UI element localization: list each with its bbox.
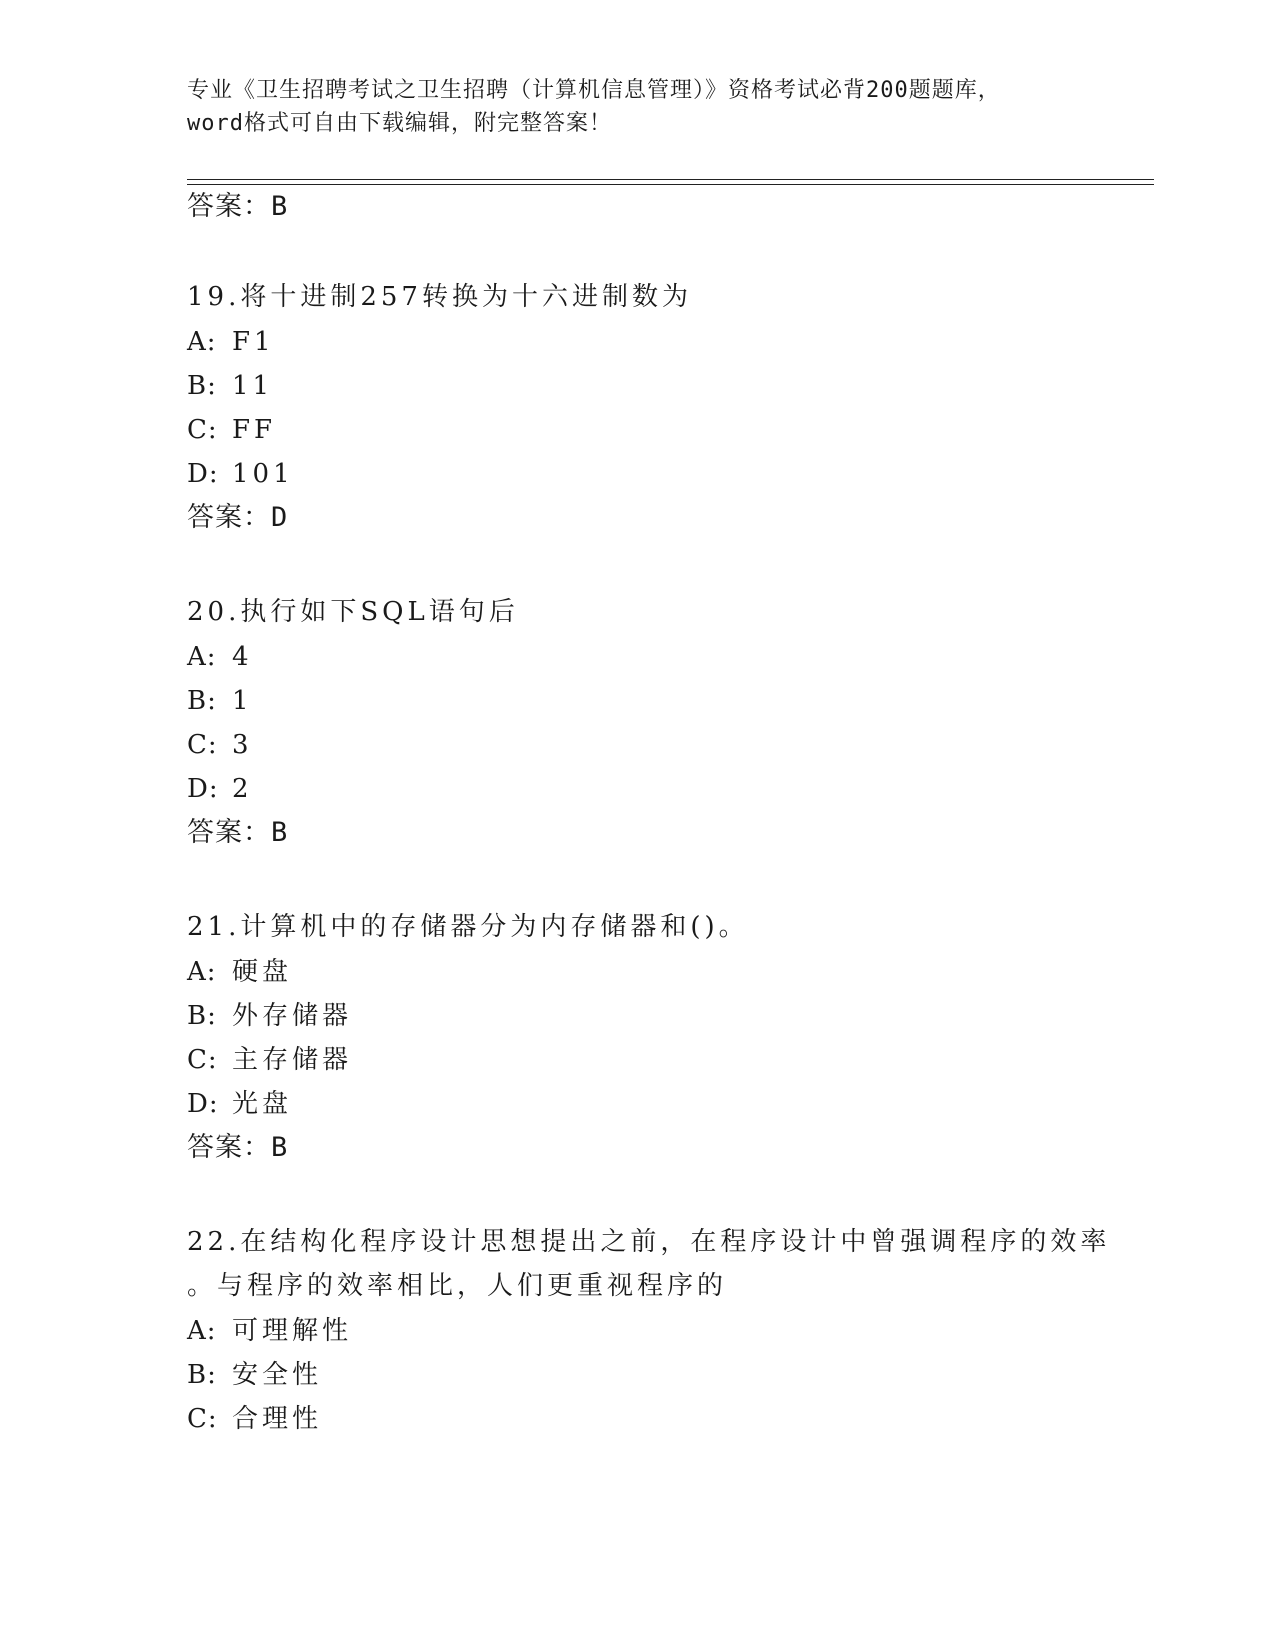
header-line-1: 专业《卫生招聘考试之卫生招聘（计算机信息管理）》资格考试必背200题题库， bbox=[187, 78, 1001, 103]
question-21-option-b bbox=[187, 999, 352, 1033]
question-19-option-c bbox=[187, 413, 276, 447]
option-text: 外存储器 bbox=[232, 1001, 353, 1031]
option-text: 4 bbox=[232, 642, 253, 672]
question-19-answer: 答案：D bbox=[187, 502, 289, 533]
question-20-option-a bbox=[187, 640, 253, 674]
option-letter: A: bbox=[187, 327, 217, 357]
question-22-text-line-2: 。与程序的效率相比，人们更重视程序的 bbox=[187, 1271, 728, 1301]
option-letter: B: bbox=[187, 1360, 217, 1390]
question-20-text: 20.执行如下SQL语句后 bbox=[187, 597, 519, 627]
question-19-option-a bbox=[187, 325, 275, 359]
option-text: 硬盘 bbox=[232, 957, 293, 987]
option-letter: A: bbox=[187, 642, 217, 672]
option-text: 11 bbox=[232, 371, 274, 401]
option-letter: C: bbox=[187, 1404, 218, 1434]
question-20-answer: 答案：B bbox=[187, 817, 289, 848]
option-text: 2 bbox=[232, 774, 253, 804]
question-20-option-b bbox=[187, 684, 253, 718]
option-text: FF bbox=[232, 415, 277, 445]
document-header bbox=[187, 74, 1087, 140]
question-21-option-d bbox=[187, 1087, 292, 1121]
option-letter: D: bbox=[187, 1089, 219, 1119]
option-text: 可理解性 bbox=[232, 1316, 353, 1346]
question-19-option-d bbox=[187, 457, 294, 491]
option-letter: D: bbox=[187, 459, 219, 489]
question-20-option-d bbox=[187, 772, 253, 806]
question-19-text: 19.将十进制257转换为十六进制数为 bbox=[187, 282, 692, 312]
question-21-text: 21.计算机中的存储器分为内存储器和()。 bbox=[187, 912, 749, 942]
option-letter: C: bbox=[187, 1045, 218, 1075]
option-text: 3 bbox=[232, 730, 253, 760]
option-text: F1 bbox=[232, 327, 275, 357]
option-letter: B: bbox=[187, 1001, 217, 1031]
question-22-option-a bbox=[187, 1314, 352, 1348]
header-line-2: word格式可自由下载编辑，附完整答案！ bbox=[187, 111, 612, 136]
option-letter: A: bbox=[187, 1316, 217, 1346]
question-21-option-a bbox=[187, 955, 292, 989]
question-20-option-c bbox=[187, 728, 253, 762]
question-21-option-c bbox=[187, 1043, 352, 1077]
option-letter: C: bbox=[187, 730, 218, 760]
option-letter: B: bbox=[187, 686, 217, 716]
header-divider-bottom bbox=[187, 184, 1154, 185]
question-22-option-b bbox=[187, 1358, 322, 1392]
option-text: 主存储器 bbox=[232, 1045, 353, 1075]
option-letter: A: bbox=[187, 957, 217, 987]
option-text: 合理性 bbox=[232, 1404, 323, 1434]
option-text: 101 bbox=[232, 459, 294, 489]
option-letter: C: bbox=[187, 415, 218, 445]
question-21-answer: 答案：B bbox=[187, 1132, 289, 1163]
option-text: 安全性 bbox=[232, 1360, 323, 1390]
option-letter: D: bbox=[187, 774, 219, 804]
header-divider-top bbox=[187, 179, 1154, 180]
option-text: 光盘 bbox=[232, 1089, 293, 1119]
question-22-text-line-1: 22.在结构化程序设计思想提出之前，在程序设计中曾强调程序的效率 bbox=[187, 1227, 1111, 1257]
option-text: 1 bbox=[232, 686, 253, 716]
question-22-option-c bbox=[187, 1402, 322, 1436]
previous-answer: 答案：B bbox=[187, 191, 289, 222]
question-19-option-b bbox=[187, 369, 273, 403]
option-letter: B: bbox=[187, 371, 217, 401]
